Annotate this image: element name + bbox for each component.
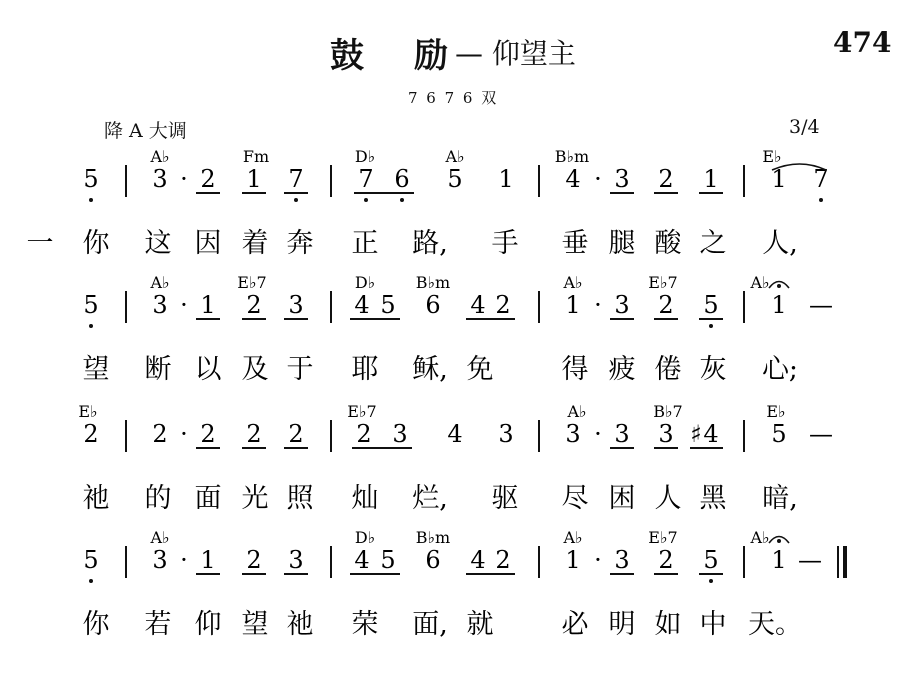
note: 3 xyxy=(614,420,630,448)
note: — xyxy=(798,546,822,574)
note: 2 xyxy=(658,165,674,193)
chord-symbol: D♭ xyxy=(354,273,376,292)
note: 3 xyxy=(658,420,674,448)
note: 7 xyxy=(813,165,829,193)
lyric-char: 望 xyxy=(82,354,110,385)
lyric-char: 于 xyxy=(286,354,314,385)
chord-symbol: A♭ xyxy=(567,402,587,421)
note: 3 xyxy=(565,420,581,448)
chord-symbol: A♭ xyxy=(563,273,583,292)
note: 1 xyxy=(771,291,787,319)
lyric-char: 手 xyxy=(491,228,519,259)
lyric-char: 免 xyxy=(466,354,494,385)
note: 2 xyxy=(495,546,511,574)
note: 6 xyxy=(425,291,441,319)
time-signature: 3/4 xyxy=(789,116,820,138)
lyric-char: 着 xyxy=(241,228,269,259)
lyric-char: 奔 xyxy=(286,228,314,259)
fermata-dot xyxy=(777,539,781,543)
lyric-char: 明 xyxy=(608,609,636,640)
hymn-subtitle: — 仰望主 xyxy=(455,37,576,70)
hymn-title: 鼓 励 xyxy=(330,36,456,76)
chord-symbol: E♭7 xyxy=(648,528,678,547)
chord-symbol: E♭7 xyxy=(648,273,678,292)
lyric-char: 祂 xyxy=(82,483,110,514)
lyric-char: 望 xyxy=(241,609,269,640)
chord-symbol: E♭ xyxy=(762,147,782,166)
note: 2 xyxy=(356,420,372,448)
chord-symbol: D♭ xyxy=(354,528,376,547)
lyric-char: 正 xyxy=(351,228,379,259)
note: 5 xyxy=(83,165,99,193)
note: 6 xyxy=(425,546,441,574)
fermata-dot xyxy=(777,284,781,288)
lyric-char: 因 xyxy=(194,228,222,259)
lyric-char: 尽 xyxy=(561,483,589,514)
lyric-char: 就 xyxy=(466,609,494,640)
lyric-char: 困 xyxy=(608,483,636,514)
note: 6 xyxy=(394,165,410,193)
chord-symbol: A♭ xyxy=(150,528,170,547)
note: 2 xyxy=(200,420,216,448)
note: 3 xyxy=(152,165,168,193)
chord-symbol: B♭7 xyxy=(653,402,683,421)
note: 5 xyxy=(447,165,463,193)
dot-rhythm: · xyxy=(180,291,188,319)
note: 2 xyxy=(152,420,168,448)
dot-rhythm: · xyxy=(594,291,602,319)
sharp-sign: ♯ xyxy=(690,420,702,448)
dot-rhythm: · xyxy=(180,420,188,448)
octave-dot-low xyxy=(364,198,368,202)
note: 4 xyxy=(565,165,581,193)
lyric-char: 倦 xyxy=(654,354,682,385)
chord-symbol: E♭ xyxy=(766,402,786,421)
octave-dot-low xyxy=(89,198,93,202)
dot-rhythm: · xyxy=(594,420,602,448)
note: 1 xyxy=(565,291,581,319)
note: 2 xyxy=(200,165,216,193)
note: 3 xyxy=(614,165,630,193)
note: 3 xyxy=(392,420,408,448)
octave-dot-low xyxy=(400,198,404,202)
note: 4 xyxy=(470,546,486,574)
lyric-char: 耶 xyxy=(351,354,379,385)
dot-rhythm: · xyxy=(180,165,188,193)
note: 7 xyxy=(358,165,374,193)
lyric-char: 路, xyxy=(412,228,448,259)
octave-dot-low xyxy=(89,324,93,328)
lyric-char: 人 xyxy=(654,483,682,514)
lyric-char: 若 xyxy=(144,609,172,640)
lyric-char: 黑 xyxy=(699,483,727,514)
lyric-char: 疲 xyxy=(608,354,636,385)
note: 3 xyxy=(614,291,630,319)
lyric-char: 一 xyxy=(26,228,54,259)
note: 3 xyxy=(614,546,630,574)
lyric-char: 人, xyxy=(762,228,798,259)
note: 3 xyxy=(288,291,304,319)
note: 3 xyxy=(288,546,304,574)
note: 5 xyxy=(703,291,719,319)
chord-symbol: D♭ xyxy=(354,147,376,166)
note: 1 xyxy=(771,546,787,574)
lyric-char: 你 xyxy=(82,228,110,259)
note: 3 xyxy=(152,546,168,574)
note: 5 xyxy=(380,546,396,574)
chord-symbol: E♭7 xyxy=(347,402,377,421)
note: 5 xyxy=(771,420,787,448)
note: 4 xyxy=(470,291,486,319)
dot-rhythm: · xyxy=(594,546,602,574)
note: 4 xyxy=(447,420,463,448)
lyric-char: 的 xyxy=(144,483,172,514)
note: 1 xyxy=(200,291,216,319)
octave-dot-low xyxy=(709,324,713,328)
chord-symbol: E♭7 xyxy=(237,273,267,292)
lyric-char: 烂, xyxy=(412,483,448,514)
lyric-char: 稣, xyxy=(412,354,448,385)
lyric-char: 断 xyxy=(144,354,172,385)
note: 2 xyxy=(83,420,99,448)
lyric-char: 天。 xyxy=(748,609,802,640)
note: 2 xyxy=(288,420,304,448)
note: 5 xyxy=(83,291,99,319)
chord-symbol: B♭m xyxy=(415,528,451,547)
octave-dot-low xyxy=(89,579,93,583)
octave-dot-low xyxy=(709,579,713,583)
lyric-char: 暗, xyxy=(762,483,798,514)
lyric-char: 以 xyxy=(194,354,222,385)
note: 7 xyxy=(288,165,304,193)
note: 3 xyxy=(152,291,168,319)
lyric-char: 如 xyxy=(654,609,682,640)
chord-symbol: A♭ xyxy=(563,528,583,547)
note: 4 xyxy=(703,420,719,448)
lyric-char: 腿 xyxy=(608,228,636,259)
note: 2 xyxy=(246,420,262,448)
note: 2 xyxy=(495,291,511,319)
lyric-char: 祂 xyxy=(286,609,314,640)
meter: 7 6 7 6 双 xyxy=(408,89,499,107)
lyric-char: 得 xyxy=(561,354,589,385)
note: 1 xyxy=(200,546,216,574)
lyric-char: 灿 xyxy=(351,483,379,514)
chord-symbol: B♭m xyxy=(554,147,590,166)
dot-rhythm: · xyxy=(594,165,602,193)
chord-symbol: A♭ xyxy=(445,147,465,166)
note: — xyxy=(809,420,833,448)
key-signature: 降 A 大调 xyxy=(104,120,187,142)
lyric-char: 之 xyxy=(699,228,727,259)
lyric-char: 这 xyxy=(144,228,172,259)
note: 1 xyxy=(703,165,719,193)
chord-symbol: Fm xyxy=(242,147,270,166)
note: 4 xyxy=(354,546,370,574)
note: 1 xyxy=(246,165,262,193)
chord-symbol: A♭ xyxy=(150,273,170,292)
note: — xyxy=(809,291,833,319)
note: 2 xyxy=(658,546,674,574)
lyric-char: 及 xyxy=(241,354,269,385)
note: 3 xyxy=(498,420,514,448)
lyric-char: 灰 xyxy=(699,354,727,385)
lyric-char: 面 xyxy=(194,483,222,514)
lyric-char: 你 xyxy=(82,609,110,640)
octave-dot-low xyxy=(294,198,298,202)
lyric-char: 心; xyxy=(761,354,799,385)
note: 2 xyxy=(658,291,674,319)
lyric-char: 驱 xyxy=(491,483,519,514)
lyric-char: 酸 xyxy=(654,228,682,259)
lyric-char: 仰 xyxy=(194,609,222,640)
lyric-char: 荣 xyxy=(351,609,379,640)
chord-symbol: B♭m xyxy=(415,273,451,292)
chord-symbol: A♭ xyxy=(750,528,770,547)
note: 2 xyxy=(246,291,262,319)
note: 4 xyxy=(354,291,370,319)
lyric-char: 中 xyxy=(699,609,727,640)
lyric-char: 光 xyxy=(241,483,269,514)
dot-rhythm: · xyxy=(180,546,188,574)
lyric-char: 必 xyxy=(561,609,589,640)
octave-dot-low xyxy=(819,198,823,202)
note: 5 xyxy=(83,546,99,574)
lyric-char: 面, xyxy=(412,609,448,640)
note: 5 xyxy=(703,546,719,574)
hymn-number: 474 xyxy=(833,26,892,59)
note: 1 xyxy=(771,165,787,193)
chord-symbol: A♭ xyxy=(750,273,770,292)
lyric-char: 垂 xyxy=(561,228,589,259)
note: 1 xyxy=(565,546,581,574)
note: 5 xyxy=(380,291,396,319)
chord-symbol: E♭ xyxy=(78,402,98,421)
lyric-char: 照 xyxy=(286,483,314,514)
note: 1 xyxy=(498,165,514,193)
note: 2 xyxy=(246,546,262,574)
chord-symbol: A♭ xyxy=(150,147,170,166)
